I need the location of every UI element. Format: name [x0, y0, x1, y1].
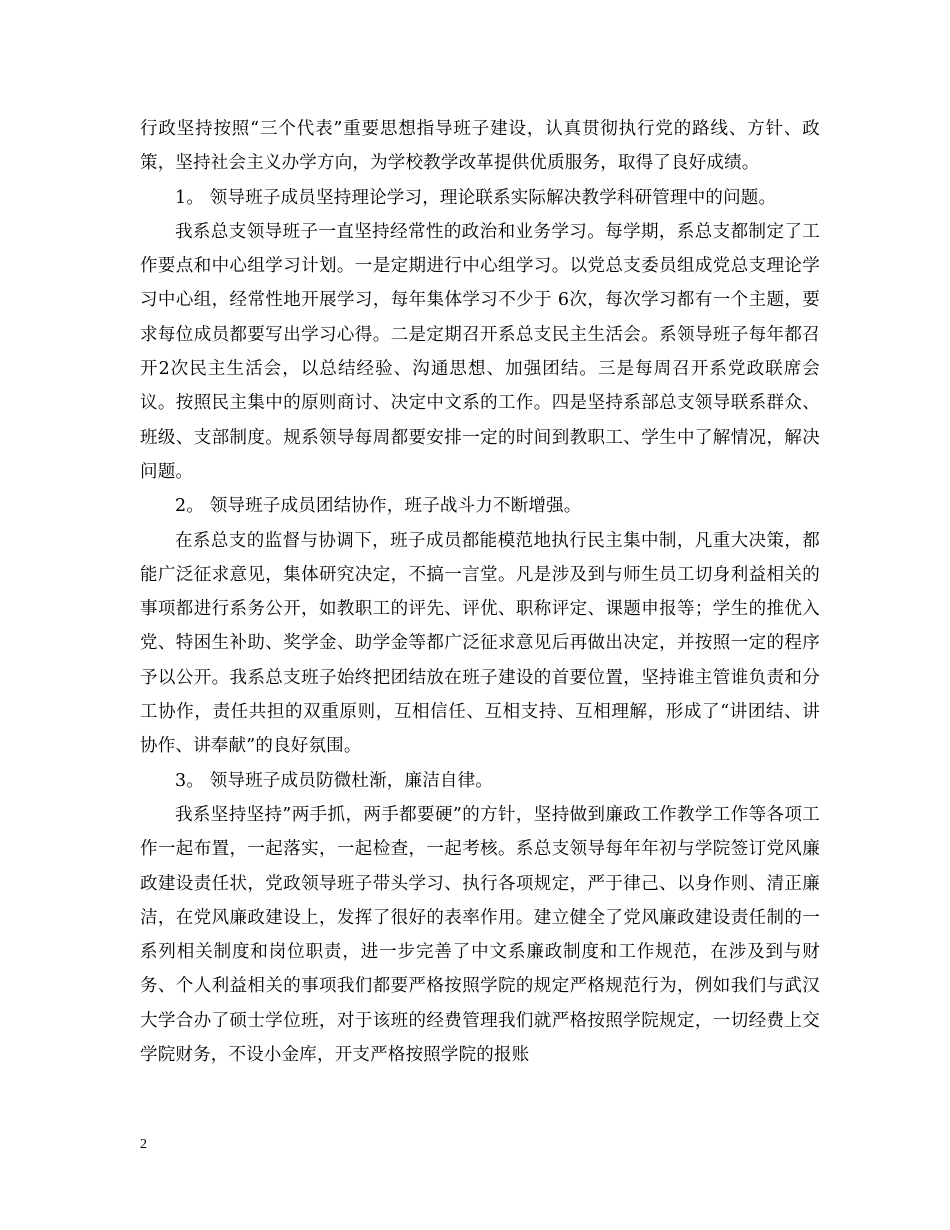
paragraph-integrity: 我系坚持坚持”两手抓，两手都要硬”的方针，坚持做到廉政工作教学工作等各项工作一起布置，一起落实，一起检查，一起考核。系总支领导每年年初与学院签订党风廉政建设责任状，党政领导班子带头学习、执行各项规定，严于律己、以身作则、清正廉洁，在党风廉政建设上，发挥了很好的表率作用。建立健全了党风廉政建设责任制的一系列相关制度和岗位职责，进一步完善了中文系廉政制度和工作规范，在涉及到与财务、个人利益相关的事项我们都要严格按照学院的规定严格规范行为，例如我们与武汉大学合办了硕士学位班，对于该班的经费管理我们就严格按照学院规定，一切经费上交学院财务，不设小金库，开支严格按照学院的报账: [140, 804, 820, 1066]
section-heading-3: 3。 领导班子成员防微杜渐，廉洁自律。: [175, 770, 493, 791]
paragraph-continuation: 行政坚持按照“三个代表”重要思想指导班子建设，认真贯彻执行党的路线、方针、政策，坚持社会主义办学方向，为学校教学改革提供优质服务，取得了良好成绩。: [140, 119, 820, 174]
section-heading-2: 2。 领导班子成员团结协作，班子战斗力不断增强。: [175, 496, 582, 517]
section-heading-1: 1。 领导班子成员坚持理论学习，理论联系实际解决教学科研管理中的问题。: [175, 187, 777, 208]
paragraph-study: 我系总支领导班子一直坚持经常性的政治和业务学习。每学期，系总支都制定了工作要点和中心组学习计划。一是定期进行中心组学习。以党总支委员组成党总支理论学习中心组，经常性地开展学习，每年集体学习不少于 6次，每次学习都有一个主题，要求每位成员都要写出学习心得。二是定期召开系总支民主生活会。系领导班子每年都召开2次民主生活会，以总结经验、沟通思想、加强团结。三是每周召开系党政联席会议。按照民主集中的原则商讨、决定中文系的工作。四是坚持系部总支领导联系群众、班级、支部制度。规系领导每周都要安排一定的时间到教职工、学生中了解情况，解决问题。: [140, 221, 820, 482]
document-body: [140, 112, 820, 1072]
paragraph-unity: 在系总支的监督与协调下，班子成员都能模范地执行民主集中制，凡重大决策，都能广泛征求意见，集体研究决定，不搞一言堂。凡是涉及到与师生员工切身利益相关的事项都进行系务公开，如教职工的评先、评优、职称评定、课题申报等；学生的推优入党、特困生补助、奖学金、助学金等都广泛征求意见后再做出决定，并按照一定的程序予以公开。我系总支班子始终把团结放在班子建设的首要位置，坚持谁主管谁负责和分工协作，责任共担的双重原则，互相信任、互相支持、互相理解，形成了“讲团结、讲协作、讲奉献”的良好氛围。: [140, 530, 820, 757]
page-number: 2: [140, 1137, 147, 1152]
